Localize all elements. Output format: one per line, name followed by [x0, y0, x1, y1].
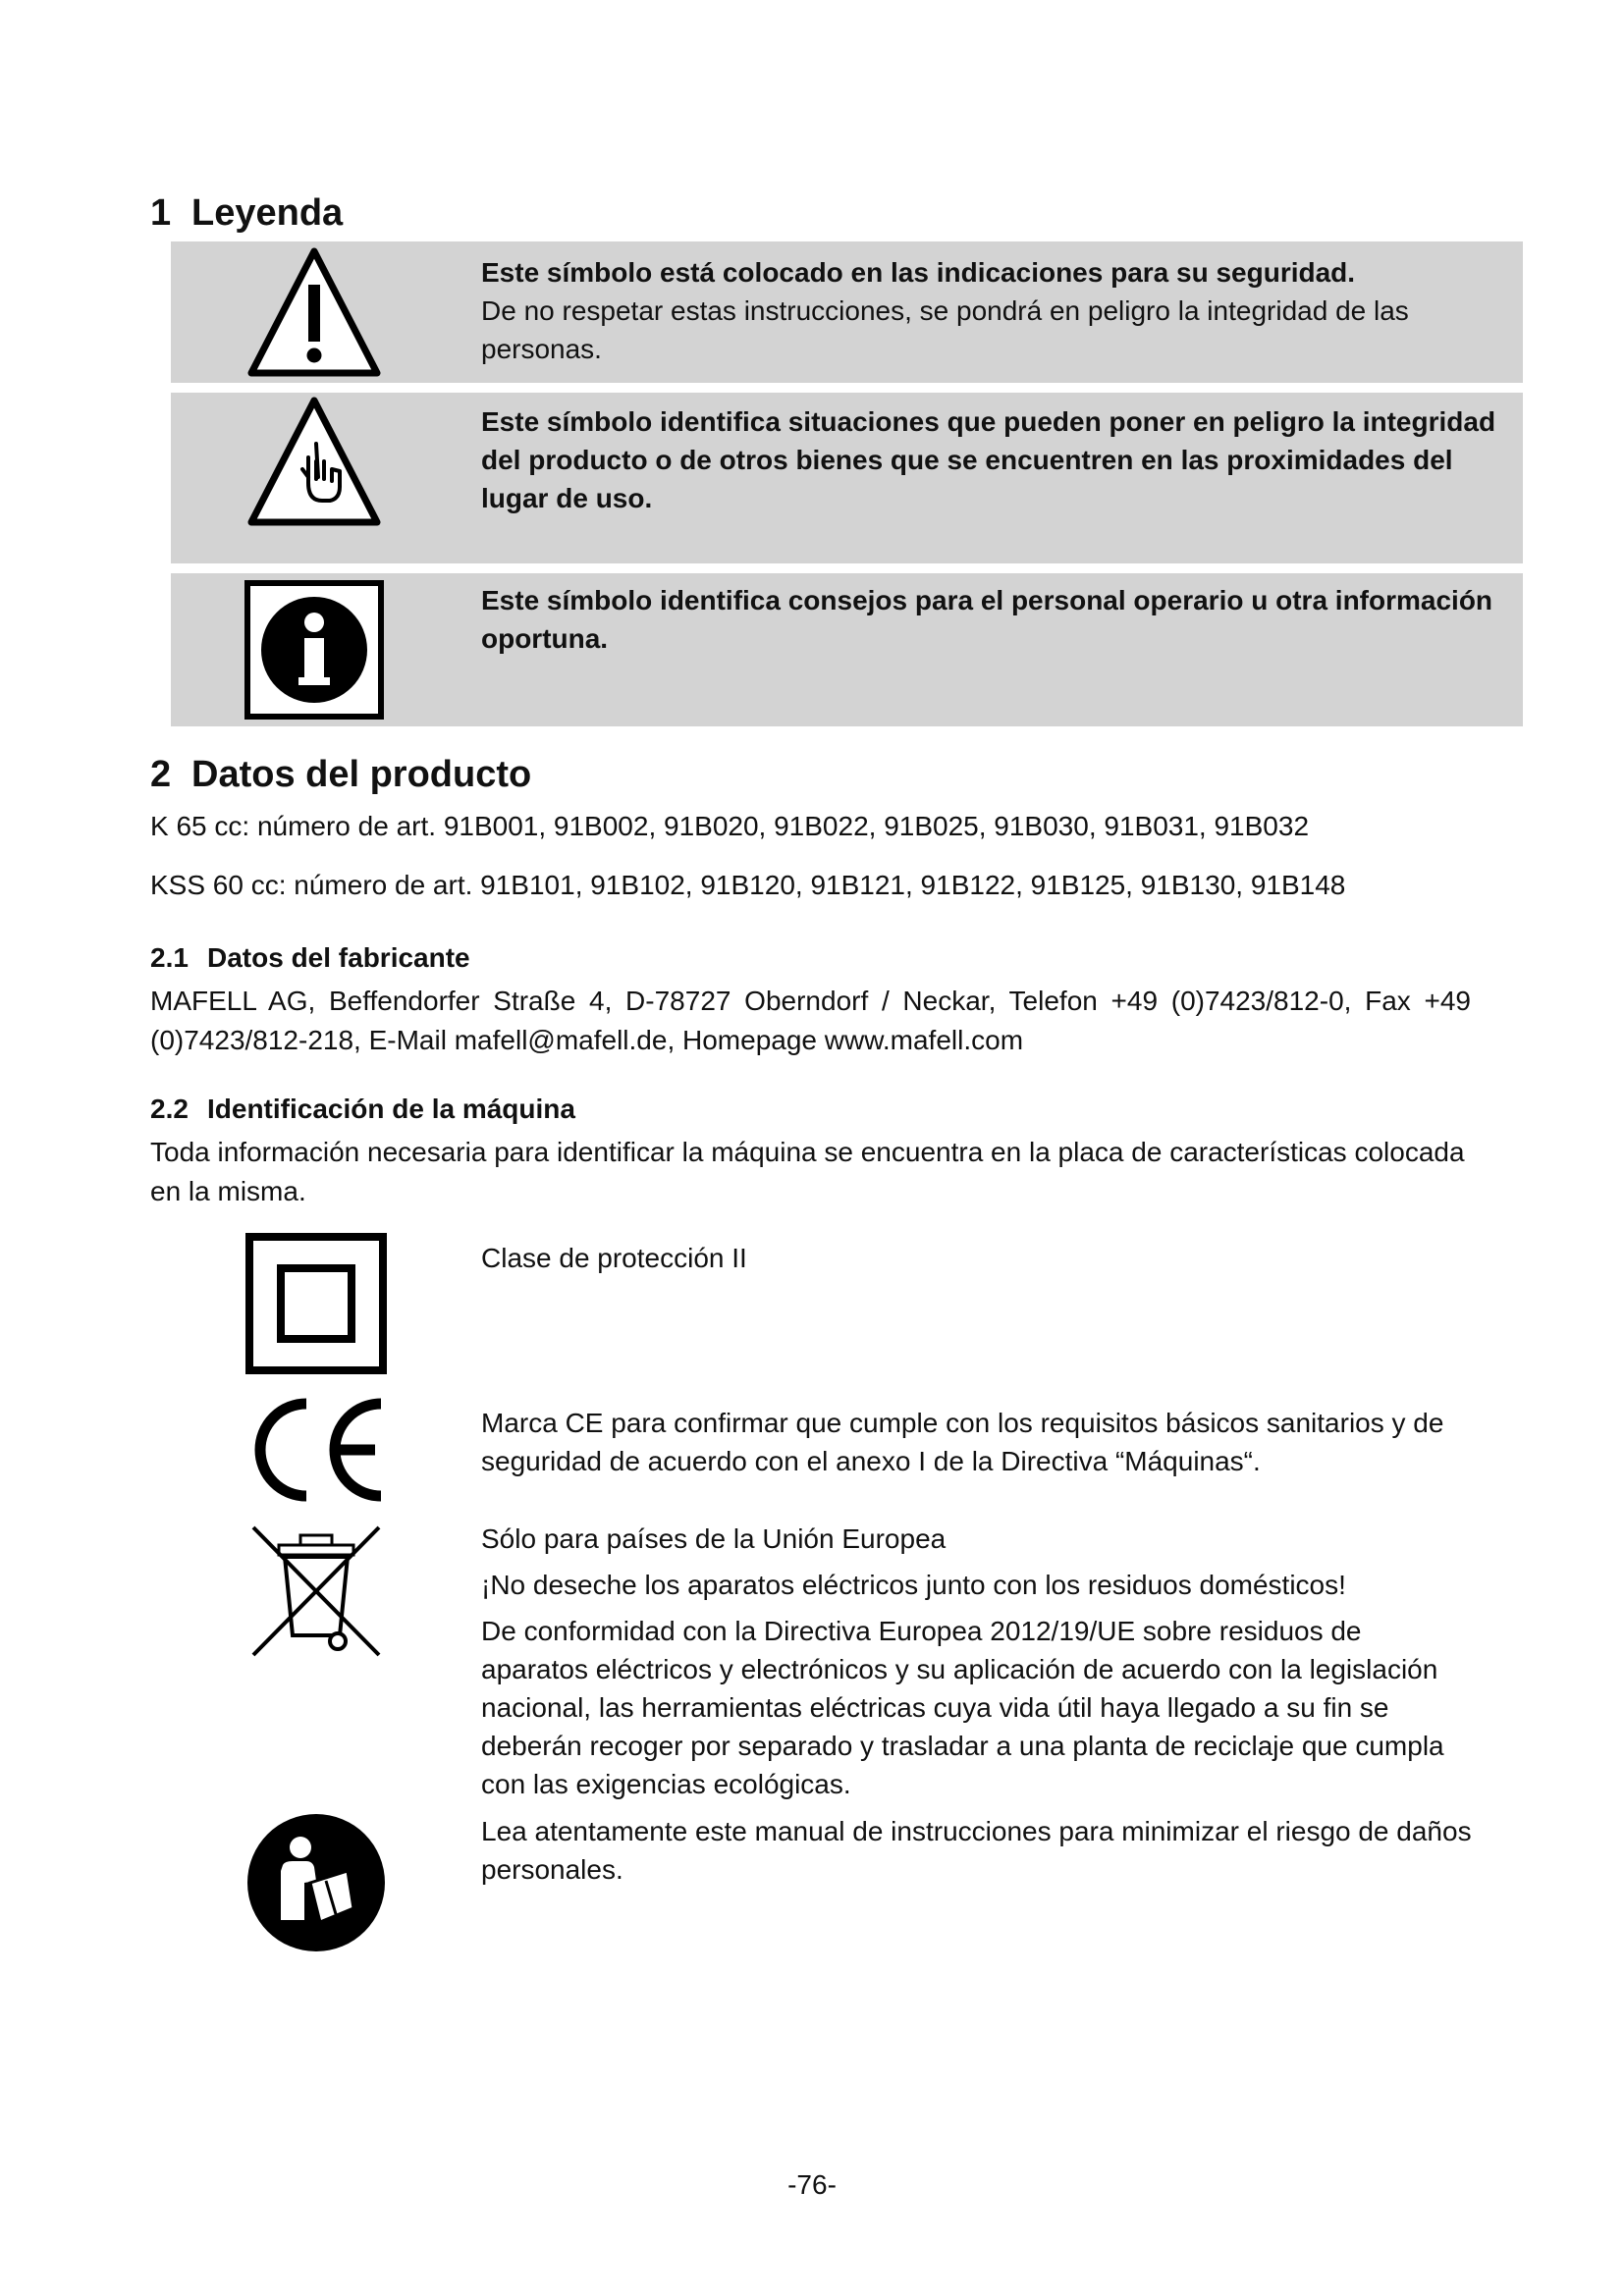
product-line-k65: K 65 cc: número de art. 91B001, 91B002, 91B020, 91B022, 91B025, 91B030, 91B031, 91B032 [150, 811, 1310, 841]
subsection-heading-manufacturer [150, 942, 470, 974]
read-manual-icon [245, 1812, 387, 1953]
symbol-text [481, 1812, 1473, 1896]
manufacturer-address: MAFELL AG, Beffendorfer Straße 4, D-78727 Oberndorf / Neckar, Telefon +49 (0)7423/812-0, Fax +49 (0)7423/812-218, E-Mail mafell@mafell.de, Homepage www.mafell.com [150, 986, 1471, 1055]
warning-triangle-hand-icon [244, 393, 385, 534]
page-number: -76- [787, 2169, 837, 2200]
legend-bold-text: Este símbolo identifica situaciones que pueden poner en peligro la integridad del producto o de otros bienes que se encuentren en las proximidades del lugar de uso. [481, 406, 1496, 513]
section-title: Datos del producto [191, 754, 532, 795]
warning-triangle-exclamation-icon [244, 243, 385, 385]
subsection-number: 2.1 [150, 942, 189, 973]
section-number: 2 [150, 754, 172, 795]
subsection-heading-identification [150, 1094, 575, 1125]
section-title: Leyenda [191, 192, 344, 234]
symbol-text [481, 1520, 1473, 1811]
legend-row-info [171, 573, 1523, 726]
protection-class-ii-icon [245, 1233, 387, 1374]
subsection-title: Identificación de la máquina [207, 1094, 575, 1124]
symbol-text [481, 1404, 1473, 1488]
crossed-bin-icon [245, 1520, 387, 1663]
subsection-number: 2.2 [150, 1094, 189, 1124]
symbol-paragraph: Clase de protección II [481, 1243, 747, 1273]
symbol-paragraph: Marca CE para confirmar que cumple con los requisitos básicos sanitarios y de seguridad de acuerdo con el anexo I de la Directiva “Máquinas“. [481, 1408, 1444, 1476]
legend-row-property [171, 393, 1523, 563]
ce-mark-icon [245, 1396, 387, 1504]
legend-normal-text: De no respetar estas instrucciones, se pondrá en peligro la integridad de las personas. [481, 295, 1409, 364]
symbol-text [481, 1239, 1473, 1285]
legend-text [481, 402, 1502, 517]
symbol-paragraph: De conformidad con la Directiva Europea 2012/19/UE sobre residuos de aparatos eléctricos y electrónicos y su aplicación de acuerdo con la legislación nacional, las herramientas eléctricas cuya vida útil haya llegado a su fin se deberán recoger por separado y trasladar a una planta de reciclaje que cumpla con las exigencias ecológicas. [481, 1616, 1444, 1799]
symbol-paragraph: Lea atentamente este manual de instrucciones para minimizar el riesgo de daños personales. [481, 1816, 1472, 1885]
legend-text [481, 581, 1502, 658]
section-heading-legend [150, 192, 343, 235]
legend-row-safety [171, 241, 1523, 383]
section-number: 1 [150, 192, 172, 234]
subsection-title: Datos del fabricante [207, 942, 470, 973]
legend-text [481, 253, 1502, 368]
legend-bold-text: Este símbolo está colocado en las indicaciones para su seguridad. [481, 257, 1356, 288]
product-line-kss60: KSS 60 cc: número de art. 91B101, 91B102, 91B120, 91B121, 91B122, 91B125, 91B130, 91B148 [150, 870, 1346, 900]
symbol-paragraph: Sólo para países de la Unión Europea [481, 1523, 947, 1554]
symbol-paragraph: ¡No deseche los aparatos eléctricos junto con los residuos domésticos! [481, 1570, 1346, 1600]
info-icon [244, 579, 385, 721]
identification-intro: Toda información necesaria para identificar la máquina se encuentra en la placa de características colocada en la misma. [150, 1137, 1465, 1206]
legend-bold-text: Este símbolo identifica consejos para el personal operario u otra información oportuna. [481, 585, 1493, 654]
section-heading-product [150, 754, 531, 796]
